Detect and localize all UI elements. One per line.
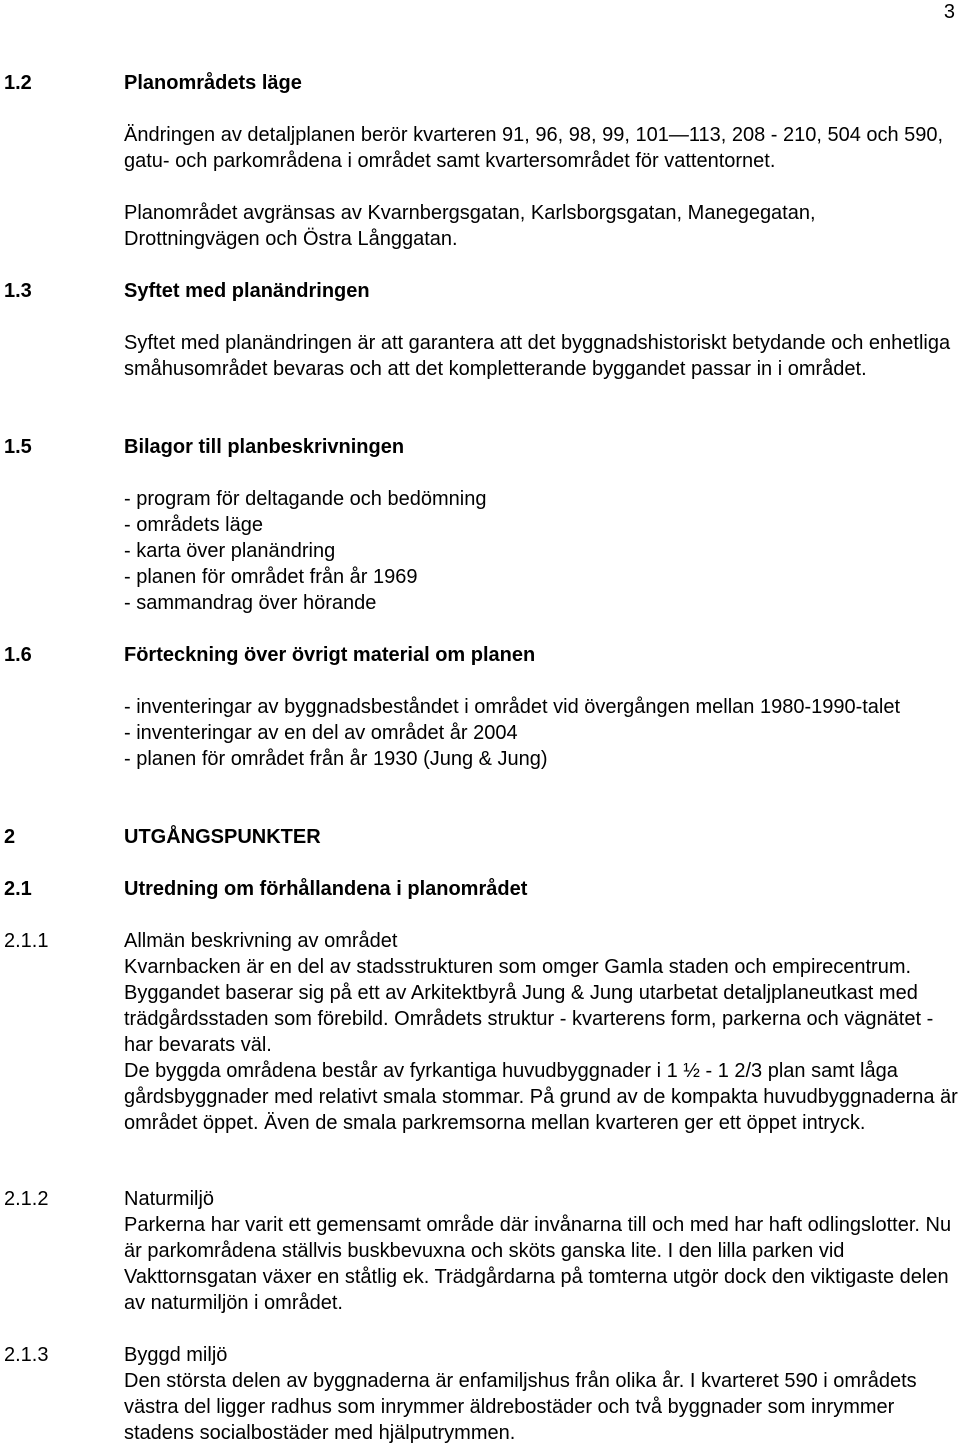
list-item: - inventeringar av byggnadsbeståndet i området vid övergången mellan 1980-1990-talet (124, 696, 901, 718)
heading-title: Förteckning över övrigt material om planen (124, 644, 536, 666)
subheading-number: 2.1.2 (4, 1188, 49, 1210)
paragraph-1-2-a (124, 122, 960, 174)
paragraph-text: Syftet med planändringen är att garantera att det byggnadshistoriskt betydande och enhetliga småhusområdet bevaras och att det kompletterande byggandet passar in i området. (124, 332, 951, 380)
heading-title: Planområdets läge (124, 72, 302, 94)
list-item: - planen för området från år 1930 (Jung & Jung) (124, 748, 548, 770)
heading-number: 1.2 (4, 72, 32, 94)
heading-title: Utredning om förhållandena i planområdet (124, 878, 528, 900)
heading-1-3 (4, 278, 370, 304)
heading-title: Syftet med planändringen (124, 280, 370, 302)
heading-title: UTGÅNGSPUNKTER (124, 826, 321, 848)
paragraph-text: Planområdet avgränsas av Kvarnbergsgatan, Karlsborgsgatan, Manegegatan, Drottningvägen och Östra Långgatan. (124, 202, 816, 250)
paragraph-2-1-3 (124, 1368, 960, 1446)
subheading-number: 2.1.3 (4, 1344, 49, 1366)
list-item: - sammandrag över hörande (124, 592, 377, 614)
heading-2 (4, 824, 321, 850)
paragraph-text: Ändringen av detaljplanen berör kvarteren 91, 96, 98, 99, 101—113, 208 - 210, 504 och 590, gatu- och parkområdena i området samt kvartersområdet för vattentornet. (124, 124, 944, 172)
subheading-title: Byggd miljö (124, 1344, 228, 1366)
heading-number: 2.1 (4, 878, 32, 900)
paragraph-1-3 (124, 330, 960, 382)
list-item: - program för deltagande och bedömning (124, 488, 487, 510)
list-item: - områdets läge (124, 514, 263, 536)
attachment-list (124, 486, 960, 616)
subheading-title: Naturmiljö (124, 1188, 215, 1210)
subheading-title: Allmän beskrivning av området (124, 930, 398, 952)
list-item: - karta över planändring (124, 540, 336, 562)
heading-1-2 (4, 70, 302, 96)
page-number: 3 (943, 1, 955, 23)
paragraph-text: Parkerna har varit ett gemensamt område där invånarna till och med har haft odlingslotter. Nu är parkområdena ställvis buskbevuxna och sköts ganska lite. I den lilla parken vid Vakttornsgatan växer en ståtlig ek. Trädgårdarna på tomterna utgör dock den viktigaste delen av naturmiljön i området. (124, 1214, 952, 1314)
heading-number: 1.5 (4, 436, 32, 458)
paragraph-text: De byggda områdena består av fyrkantiga huvudbyggnader i 1 ½ - 1 2/3 plan samt låga gårdsbyggnader med relativt smala stommar. På grund av de kompakta huvudbyggnaderna är området öppet. Även de smala parkremsorna mellan kvarteren ger ett öppet intryck. (124, 1060, 958, 1134)
paragraph-text: Kvarnbacken är en del av stadsstrukturen som omger Gamla staden och empirecentrum. Byggandet baserar sig på ett av Arkitektbyrå Jung & Jung utarbetat detaljplaneutkast med trädgårdsstaden som förebild. Områdets struktur - kvarterens form, parkerna och vägnätet - har bevarats väl. (124, 956, 934, 1056)
list-item: - inventeringar av en del av området år 2004 (124, 722, 518, 744)
paragraph-2-1-2 (124, 1212, 960, 1316)
heading-title: Bilagor till planbeskrivningen (124, 436, 405, 458)
heading-2-1 (4, 876, 527, 902)
paragraph-1-2-b (124, 200, 924, 252)
heading-number: 2 (4, 826, 16, 848)
subheading-number: 2.1.1 (4, 930, 49, 952)
heading-number: 1.3 (4, 280, 32, 302)
list-item: - planen för området från år 1969 (124, 566, 418, 588)
material-list (124, 694, 954, 772)
heading-1-6 (4, 642, 535, 668)
paragraph-2-1-1 (124, 954, 960, 1136)
paragraph-text: Den största delen av byggnaderna är enfamiljshus från olika år. I kvarteret 590 i områdets västra del ligger radhus som inrymmer äldrebostäder och två byggnader som inrymmer stadens socialbostäder med hjälputrymmen. (124, 1370, 917, 1444)
heading-1-5 (4, 434, 404, 460)
heading-number: 1.6 (4, 644, 32, 666)
